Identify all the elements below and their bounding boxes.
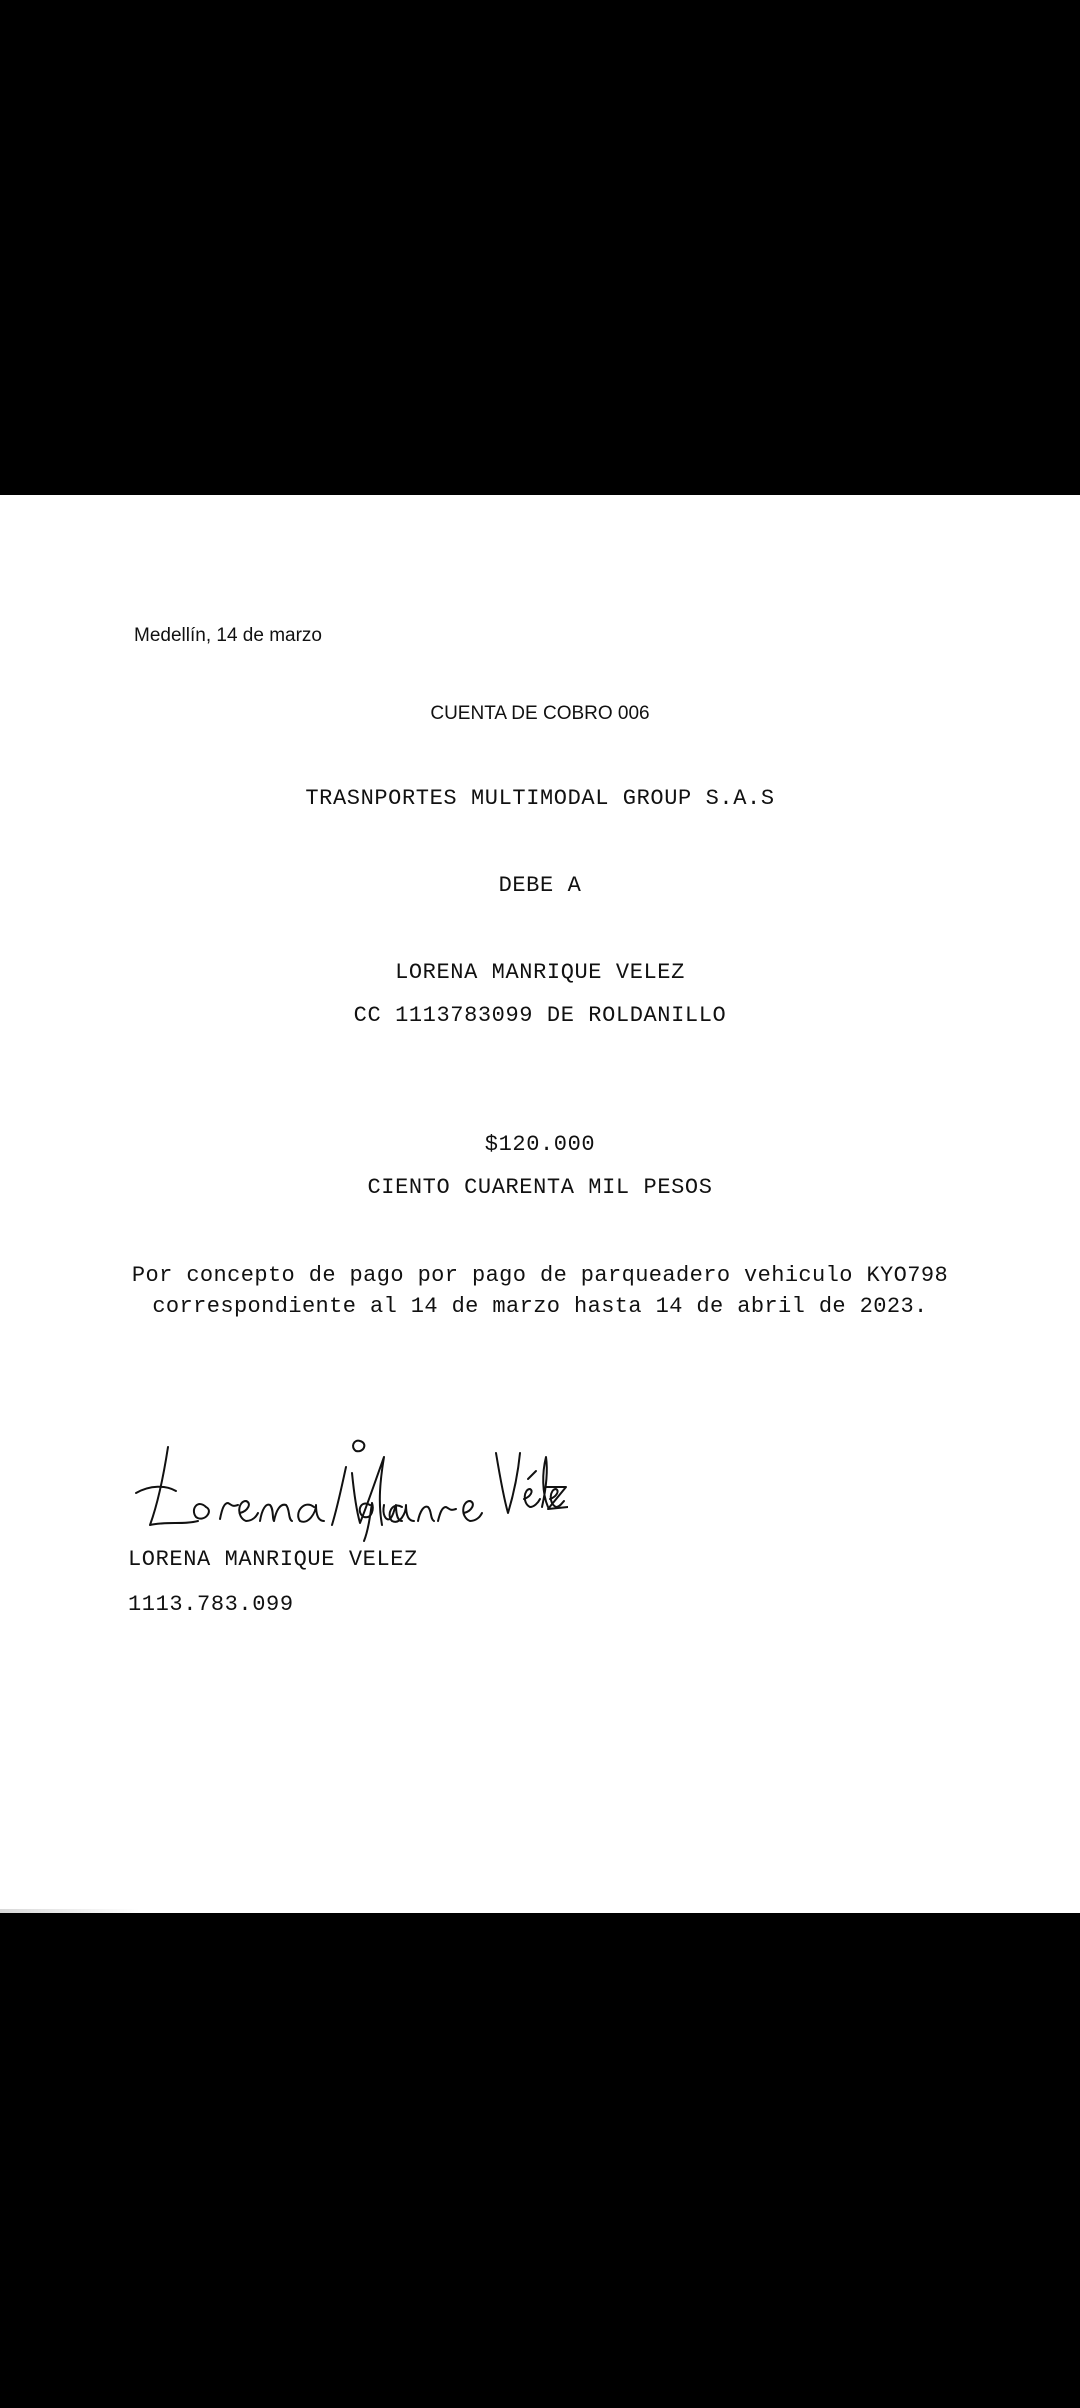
- creditor-id: CC 1113783099 DE ROLDANILLO: [353, 1003, 727, 1028]
- amount: $120.000: [484, 1132, 596, 1157]
- date-line: Medellín, 14 de marzo: [134, 625, 322, 646]
- signer-name: LORENA MANRIQUE VELEZ: [128, 1547, 418, 1572]
- debtor-company: TRASNPORTES MULTIMODAL GROUP S.A.S: [305, 786, 775, 811]
- payment-concept: Por concepto de pago por pago de parqueadero vehiculo KYO798 correspondiente al 14 de marzo hasta 14 de abril de 2023.: [131, 1263, 949, 1319]
- amount-in-words: CIENTO CUARENTA MIL PESOS: [367, 1175, 713, 1200]
- signer-id: 1113.783.099: [128, 1592, 294, 1617]
- debe-label: DEBE A: [498, 873, 582, 898]
- paper-edge-shadow: [0, 1909, 140, 1913]
- handwritten-signature: [128, 1433, 568, 1543]
- creditor-name: LORENA MANRIQUE VELEZ: [395, 960, 685, 985]
- document-title: CUENTA DE COBRO 006: [430, 703, 650, 724]
- document-page: [0, 495, 1080, 1913]
